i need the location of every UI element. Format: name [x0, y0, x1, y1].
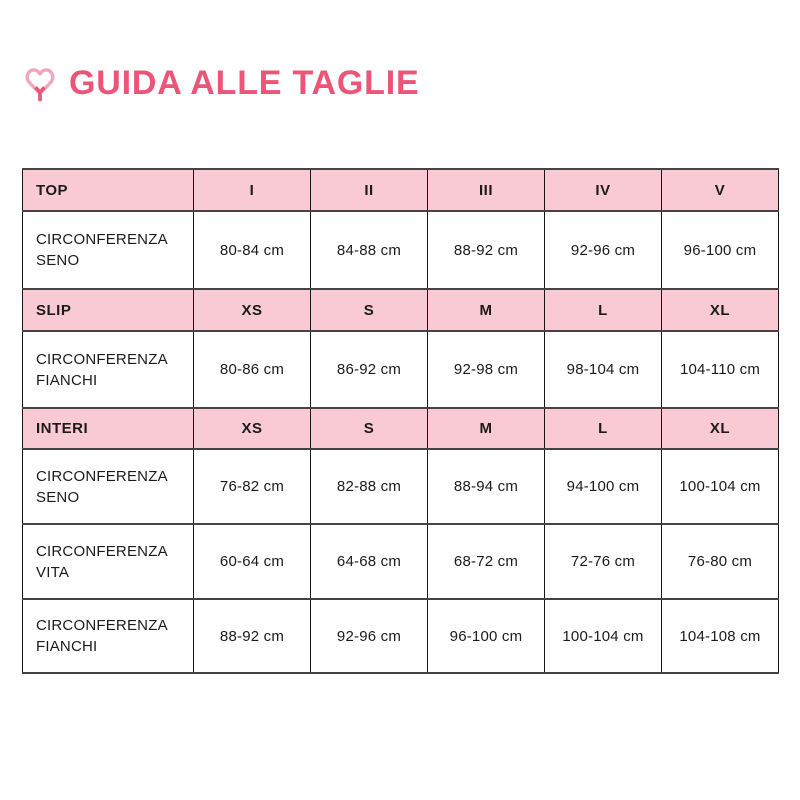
measurement-value: 88-92 cm [194, 599, 311, 673]
size-header-cell: II [311, 169, 428, 211]
measurement-row [23, 524, 779, 599]
measurement-value: 92-96 cm [545, 211, 662, 289]
size-header-cell: III [428, 169, 545, 211]
measurement-value: 96-100 cm [662, 211, 779, 289]
measurement-value: 82-88 cm [311, 449, 428, 524]
size-header-cell: XL [662, 289, 779, 331]
size-header-cell: IV [545, 169, 662, 211]
size-header-cell: V [662, 169, 779, 211]
size-header-cell: I [194, 169, 311, 211]
measurement-value: 88-92 cm [428, 211, 545, 289]
measurement-value: 104-108 cm [662, 599, 779, 673]
measurement-value: 98-104 cm [545, 331, 662, 408]
measurement-value: 68-72 cm [428, 524, 545, 599]
size-header-cell: M [428, 289, 545, 331]
page-header [25, 62, 419, 104]
measurement-value: 86-92 cm [311, 331, 428, 408]
measurement-value: 84-88 cm [311, 211, 428, 289]
measurement-label: CIRCONFERENZA FIANCHI [23, 599, 194, 673]
measurement-label: CIRCONFERENZA FIANCHI [23, 331, 194, 408]
measurement-value: 94-100 cm [545, 449, 662, 524]
measurement-row [23, 449, 779, 524]
measurement-row [23, 599, 779, 673]
section-header-row-interi [23, 408, 779, 449]
measurement-label: CIRCONFERENZA SENO [23, 449, 194, 524]
measurement-value: 96-100 cm [428, 599, 545, 673]
page-title: GUIDA ALLE TAGLIE [69, 64, 420, 102]
size-header-cell: L [545, 289, 662, 331]
size-header-cell: S [311, 408, 428, 449]
measurement-value: 64-68 cm [311, 524, 428, 599]
measurement-value: 100-104 cm [662, 449, 779, 524]
measurement-label: CIRCONFERENZA SENO [23, 211, 194, 289]
measurement-value: 88-94 cm [428, 449, 545, 524]
size-header-cell: XS [194, 408, 311, 449]
size-header-cell: L [545, 408, 662, 449]
measurement-row [23, 211, 779, 289]
size-header-cell: XL [662, 408, 779, 449]
measurement-value: 76-82 cm [194, 449, 311, 524]
yamamay-heart-logo-icon [25, 67, 55, 104]
size-guide-table [22, 168, 779, 674]
measurement-value: 80-86 cm [194, 331, 311, 408]
section-header-label: TOP [23, 169, 194, 211]
measurement-value: 80-84 cm [194, 211, 311, 289]
size-header-cell: S [311, 289, 428, 331]
measurement-value: 100-104 cm [545, 599, 662, 673]
measurement-value: 92-96 cm [311, 599, 428, 673]
measurement-value: 72-76 cm [545, 524, 662, 599]
measurement-row [23, 331, 779, 408]
measurement-value: 60-64 cm [194, 524, 311, 599]
measurement-label: CIRCONFERENZA VITA [23, 524, 194, 599]
measurement-value: 104-110 cm [662, 331, 779, 408]
measurement-value: 76-80 cm [662, 524, 779, 599]
section-header-label: SLIP [23, 289, 194, 331]
section-header-label: INTERI [23, 408, 194, 449]
section-header-row-top [23, 169, 779, 211]
size-header-cell: XS [194, 289, 311, 331]
size-header-cell: M [428, 408, 545, 449]
measurement-value: 92-98 cm [428, 331, 545, 408]
section-header-row-slip [23, 289, 779, 331]
size-guide-table-container [22, 168, 779, 674]
